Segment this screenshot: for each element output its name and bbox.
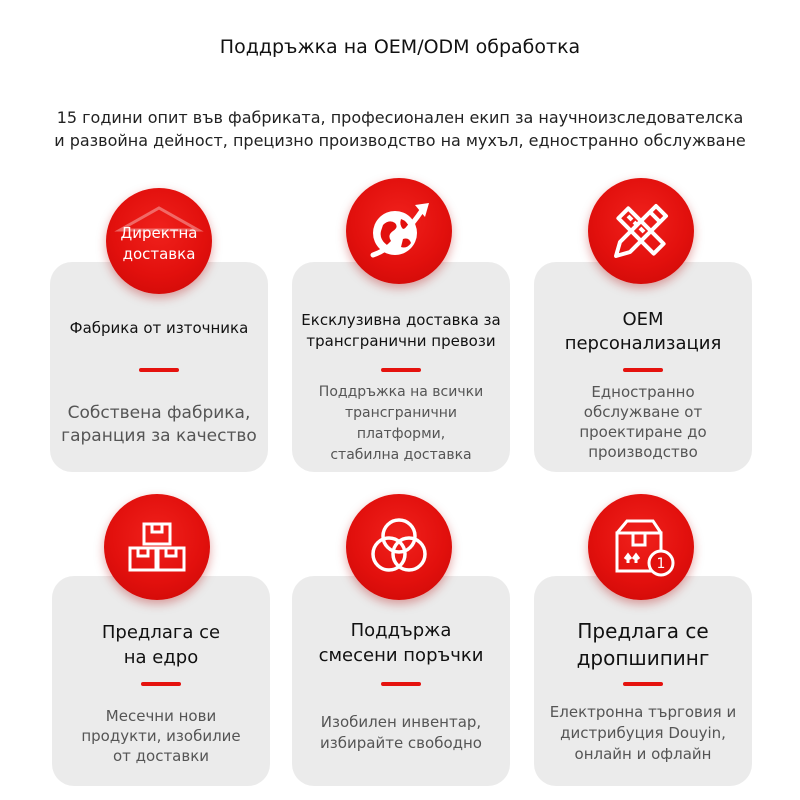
card-title: OEM персонализация bbox=[564, 309, 722, 354]
card-divider bbox=[381, 682, 421, 686]
card-description: Изобилен инвентар, избирайте свободно bbox=[320, 713, 482, 752]
overlapping-circles-icon bbox=[346, 494, 452, 600]
feature-card-cross-border bbox=[292, 262, 510, 472]
pencil-ruler-icon-glyph bbox=[606, 196, 676, 266]
globe-arrow-icon-glyph bbox=[363, 195, 435, 267]
card-title: Фабрика от източника bbox=[69, 319, 249, 337]
feature-card-dropshipping bbox=[534, 576, 752, 786]
intro-line-2: и развойна дейност, прецизно производство на мухъл, едностранно обслужване bbox=[54, 131, 746, 150]
card-divider bbox=[141, 682, 181, 686]
overlapping-circles-icon-glyph bbox=[364, 512, 434, 582]
card-title: Предлага се на едро bbox=[101, 622, 221, 668]
card-description: Електронна търговия и дистрибуция Douyin, онлайн и офлайн bbox=[549, 703, 737, 763]
page-title: Поддръжка на OEM/ODM обработка bbox=[219, 36, 581, 58]
card-title: Поддържа смесени поръчки bbox=[318, 620, 484, 666]
package-one-icon bbox=[588, 494, 694, 600]
card-description: Собствена фабрика, гаранция за качество bbox=[61, 403, 257, 446]
card-description: Месечни нови продукти, изобилие от доставки bbox=[81, 707, 241, 765]
svg-text:1: 1 bbox=[656, 556, 666, 572]
card-description: Едностранно обслужване от проектиране до производство bbox=[579, 383, 707, 461]
card-description: Поддръжка на всички трансгранични платформи, стабилна доставка bbox=[318, 384, 484, 463]
direct-delivery-badge bbox=[106, 188, 212, 294]
pencil-ruler-icon bbox=[588, 178, 694, 284]
feature-card-mixed-orders bbox=[292, 576, 510, 786]
intro-line-1: 15 години опит във фабриката, професионален екип за научноизследователска bbox=[56, 108, 744, 127]
feature-card-wholesale bbox=[52, 576, 270, 786]
card-divider bbox=[623, 682, 663, 686]
feature-card-oem bbox=[534, 262, 752, 472]
globe-arrow-icon bbox=[346, 178, 452, 284]
stacked-boxes-icon-glyph bbox=[122, 512, 192, 582]
card-divider bbox=[623, 368, 663, 372]
card-title: Предлага се дропшипинг bbox=[576, 619, 710, 670]
card-divider bbox=[139, 368, 179, 372]
card-divider bbox=[381, 368, 421, 372]
badge-text: Директна доставка bbox=[120, 224, 198, 263]
stacked-boxes-icon bbox=[104, 494, 210, 600]
card-title: Ексклузивна доставка за трансгранични превози bbox=[301, 311, 501, 350]
intro-text bbox=[20, 106, 780, 152]
package-one-icon-glyph bbox=[603, 509, 679, 585]
